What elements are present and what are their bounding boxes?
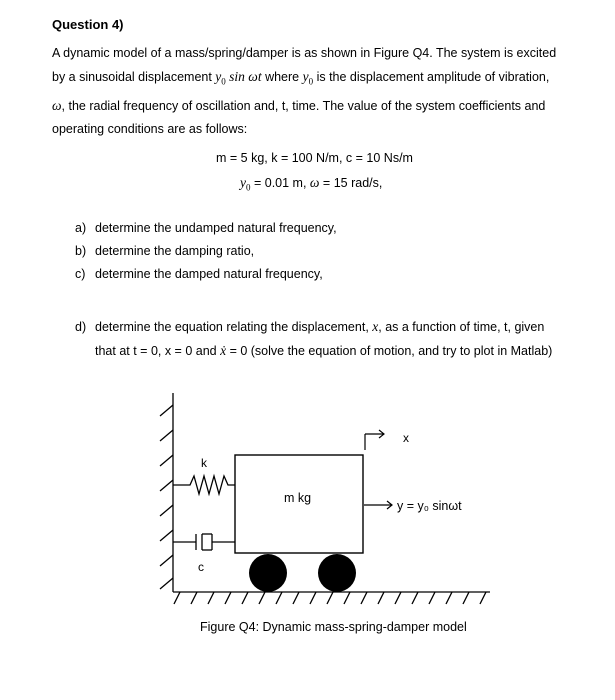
- mass-label: m kg: [284, 491, 312, 505]
- input-label: y = y₀ sinωt: [397, 499, 462, 513]
- part-b: b) determine the damping ratio,: [75, 244, 255, 258]
- wall: [160, 393, 173, 592]
- question-heading: Question 4): [52, 17, 124, 32]
- intro-line-1: A dynamic model of a mass/spring/damper is as shown in Figure Q4. The system is excited: [52, 46, 557, 60]
- damper-label: c: [198, 560, 204, 574]
- spring-label: k: [201, 456, 207, 470]
- part-d-line-1: d) determine the equation relating the displacement, x, as a function of time, t, given: [75, 319, 545, 334]
- intro-line-4: operating conditions are as follows:: [52, 121, 248, 136]
- intro-line-3: ω, the radial frequency of oscillation and, t, time. The value of the system coefficients and: [52, 97, 546, 113]
- ground: [173, 592, 490, 604]
- conditions-line-1: m = 5 kg, k = 100 N/m, c = 10 Ns/m: [216, 151, 413, 165]
- input-arrow: [364, 501, 392, 509]
- wheel-left: [249, 554, 287, 592]
- figure-caption: Figure Q4: Dynamic mass-spring-damper model: [200, 620, 467, 634]
- x-arrow: [365, 430, 384, 450]
- damper: [173, 534, 235, 550]
- wheel-right: [318, 554, 356, 592]
- part-d-line-2: that at t = 0, x = 0 and ẋ = 0 (solve the equation of motion, and try to plot in Matlab): [95, 343, 553, 358]
- part-a: a) determine the undamped natural frequency,: [75, 221, 337, 235]
- conditions-line-2: $y_0 = 0.01$ m, ω = 15 rad/s,: [240, 175, 383, 193]
- part-c: c) determine the damped natural frequency,: [75, 267, 323, 281]
- x-label: x: [403, 431, 409, 445]
- intro-line-2: by a sinusoidal displacement $y_0$ sin ωt where $y_0$ is the displacement amplitude of vibration,: [52, 69, 550, 87]
- spring: [173, 476, 235, 494]
